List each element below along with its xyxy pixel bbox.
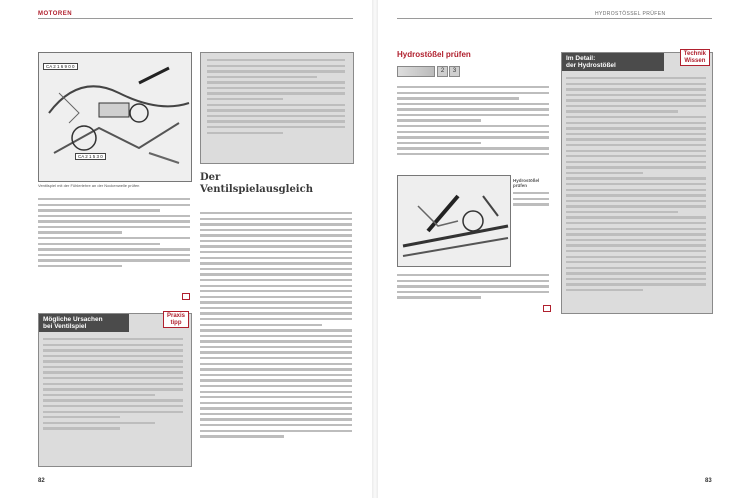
section-title-line1: Der xyxy=(200,172,221,183)
left-column-text xyxy=(38,198,190,271)
hydro-photo-caption-line1: Hydrostößel xyxy=(513,178,540,183)
difficulty-icon-2: 2 xyxy=(437,66,448,77)
tip-box-left-title xyxy=(39,314,129,332)
right-header-title: HYDROSTÖSSEL PRÜFEN xyxy=(595,11,666,17)
right-header-rule xyxy=(397,18,712,19)
hydro-photo-caption xyxy=(513,178,539,188)
technik-box xyxy=(561,52,713,314)
tip-box-left-title-line2: bei Ventilspiel xyxy=(43,323,87,330)
technik-box-title-line1: Im Detail: xyxy=(566,55,596,62)
technik-badge xyxy=(680,49,710,66)
tip-box-left-title-line1: Mögliche Ursachen xyxy=(43,316,103,323)
left-header-rule xyxy=(38,18,353,19)
engine-drawing xyxy=(39,53,191,181)
photo-label-bottom: CA 2 1 5 3 0 xyxy=(75,153,106,160)
step-text-bottom xyxy=(397,274,549,302)
right-page xyxy=(375,0,750,498)
end-mark-left xyxy=(182,293,190,300)
tip-box-left xyxy=(38,313,192,467)
right-page-number: 83 xyxy=(705,478,712,484)
praxis-badge-line1: Praxis xyxy=(166,313,185,319)
technik-badge-line2: Wissen xyxy=(684,57,706,64)
praxis-badge xyxy=(163,311,189,328)
step-text-top xyxy=(397,86,549,159)
left-header-tag: MOTOREN xyxy=(38,11,73,17)
info-box-left-top-text xyxy=(207,59,345,137)
tip-box-left-text xyxy=(43,338,183,433)
technik-box-title-line2: der Hydrostößel xyxy=(566,62,616,69)
praxis-badge-line2: tipp xyxy=(170,319,182,326)
technik-box-title xyxy=(562,53,664,71)
hydro-photo-caption-line2: prüfen xyxy=(513,183,527,188)
tappet-drawing xyxy=(398,176,510,266)
technik-box-text xyxy=(566,77,706,295)
end-mark-right xyxy=(543,305,551,312)
right-column-text-left-page xyxy=(200,212,352,441)
step-title: Hydrostößel prüfen xyxy=(397,50,471,59)
left-page-number: 82 xyxy=(38,478,45,484)
hydro-photo-side-text xyxy=(513,192,549,209)
hydro-tappet-photo xyxy=(397,175,511,267)
info-box-left-top xyxy=(200,52,354,164)
left-photo-caption: Ventilspiel mit der Fühlerlehre an der Nockenwelle prüfen xyxy=(38,183,140,188)
section-title-ventilspiel xyxy=(200,172,313,196)
difficulty-icon-3: 3 xyxy=(449,66,460,77)
section-title-line2: Ventilspielausgleich xyxy=(200,184,313,195)
left-engine-photo xyxy=(38,52,192,182)
technik-badge-line1: Technik xyxy=(683,51,706,57)
photo-label-top: CA 2 1 6 9 0 0 xyxy=(43,63,78,70)
wrench-icon xyxy=(397,66,435,77)
